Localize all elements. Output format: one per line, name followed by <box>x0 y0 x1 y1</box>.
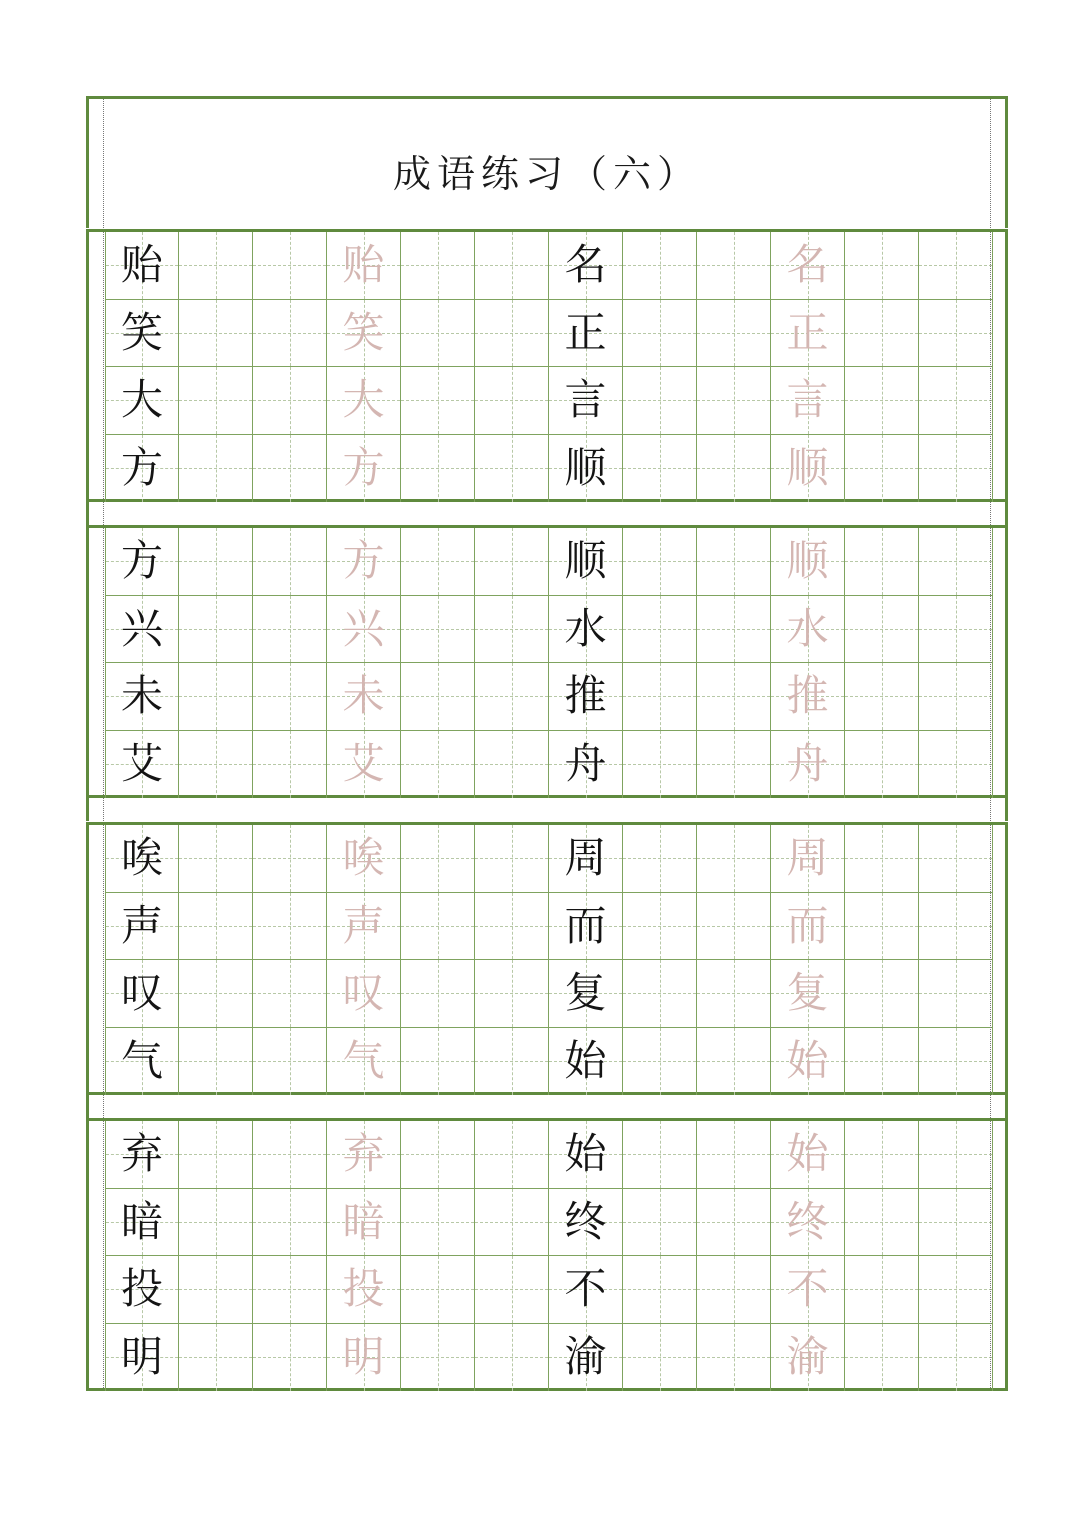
trace-character <box>327 893 401 961</box>
practice-cell <box>401 1189 475 1257</box>
practice-cell <box>179 1256 253 1324</box>
character-glyph: 弃 <box>342 1129 385 1179</box>
practice-cell <box>475 596 549 664</box>
block-separator <box>86 798 1008 821</box>
character-glyph: 不 <box>564 1264 607 1314</box>
character-glyph: 复 <box>564 968 607 1018</box>
practice-cell <box>623 663 697 731</box>
practice-cell <box>253 596 327 664</box>
idiom-block <box>86 229 1008 502</box>
practice-cell <box>697 1189 771 1257</box>
practice-cell <box>845 1256 919 1324</box>
trace-character <box>771 1256 845 1324</box>
practice-cell <box>697 300 771 368</box>
practice-cell <box>697 528 771 596</box>
character-glyph: 笑 <box>342 307 385 357</box>
character-glyph: 名 <box>786 240 829 290</box>
character-glyph: 贻 <box>120 240 163 290</box>
trace-character <box>327 367 401 435</box>
model-character <box>105 825 179 893</box>
trace-character <box>771 367 845 435</box>
practice-cell <box>845 960 919 1028</box>
character-glyph: 明 <box>120 1332 163 1382</box>
character-glyph: 渝 <box>564 1332 607 1382</box>
character-glyph: 贻 <box>342 240 385 290</box>
practice-cell <box>179 367 253 435</box>
practice-cell <box>623 596 697 664</box>
practice-cell <box>623 1324 697 1392</box>
model-character <box>549 1324 623 1392</box>
practice-cell <box>919 731 993 799</box>
character-glyph: 投 <box>120 1264 163 1314</box>
trace-character <box>327 731 401 799</box>
character-glyph: 舟 <box>564 739 607 789</box>
practice-cell <box>697 232 771 300</box>
practice-cell <box>845 1028 919 1096</box>
character-glyph: 顺 <box>786 536 829 586</box>
model-character <box>549 367 623 435</box>
practice-cell <box>475 960 549 1028</box>
model-character <box>105 893 179 961</box>
practice-cell <box>179 435 253 503</box>
practice-cell <box>253 825 327 893</box>
character-glyph: 声 <box>120 900 163 950</box>
practice-cell <box>179 1189 253 1257</box>
character-glyph: 正 <box>564 307 607 357</box>
trace-character <box>327 1028 401 1096</box>
character-glyph: 方 <box>342 443 385 493</box>
practice-cell <box>919 232 993 300</box>
character-glyph: 不 <box>786 1264 829 1314</box>
practice-cell <box>697 1324 771 1392</box>
practice-cell <box>475 1189 549 1257</box>
practice-cell <box>401 367 475 435</box>
practice-cell <box>623 232 697 300</box>
character-glyph: 唉 <box>120 833 163 883</box>
practice-cell <box>623 731 697 799</box>
practice-cell <box>919 596 993 664</box>
practice-cell <box>401 435 475 503</box>
model-character <box>549 825 623 893</box>
trace-character <box>327 1121 401 1189</box>
practice-cell <box>845 367 919 435</box>
practice-cell <box>845 596 919 664</box>
trace-character <box>327 960 401 1028</box>
practice-cell <box>845 232 919 300</box>
character-glyph: 顺 <box>786 443 829 493</box>
practice-cell <box>179 663 253 731</box>
practice-cell <box>179 1324 253 1392</box>
practice-cell <box>697 435 771 503</box>
practice-cell <box>475 232 549 300</box>
page-title: 成语练习（六） <box>392 152 701 196</box>
practice-cell <box>475 893 549 961</box>
trace-character <box>771 232 845 300</box>
model-character <box>549 663 623 731</box>
model-character <box>105 1256 179 1324</box>
practice-cell <box>475 1256 549 1324</box>
model-character <box>549 1189 623 1257</box>
character-glyph: 大 <box>342 375 385 425</box>
practice-cell <box>919 300 993 368</box>
character-glyph: 周 <box>786 833 829 883</box>
character-glyph: 复 <box>786 968 829 1018</box>
practice-cell <box>253 1028 327 1096</box>
practice-cell <box>845 663 919 731</box>
character-glyph: 始 <box>786 1129 829 1179</box>
practice-cell <box>253 893 327 961</box>
model-character <box>549 1256 623 1324</box>
practice-cell <box>845 300 919 368</box>
character-glyph: 气 <box>342 1036 385 1086</box>
practice-cell <box>475 663 549 731</box>
practice-cell <box>697 893 771 961</box>
practice-cell <box>919 663 993 731</box>
character-glyph: 明 <box>342 1332 385 1382</box>
practice-cell <box>919 960 993 1028</box>
practice-cell <box>475 367 549 435</box>
trace-character <box>771 435 845 503</box>
trace-character <box>771 1121 845 1189</box>
trace-character <box>327 528 401 596</box>
practice-cell <box>253 960 327 1028</box>
practice-cell <box>253 528 327 596</box>
practice-cell <box>697 1121 771 1189</box>
block-separator <box>86 1095 1008 1118</box>
practice-cell <box>179 1028 253 1096</box>
character-glyph: 方 <box>120 536 163 586</box>
character-glyph: 终 <box>786 1196 829 1246</box>
trace-character <box>327 435 401 503</box>
character-glyph: 终 <box>564 1196 607 1246</box>
practice-cell <box>623 435 697 503</box>
practice-cell <box>697 731 771 799</box>
practice-cell <box>401 528 475 596</box>
character-glyph: 推 <box>786 671 829 721</box>
practice-cell <box>253 731 327 799</box>
practice-cell <box>253 367 327 435</box>
practice-cell <box>919 1256 993 1324</box>
practice-cell <box>919 435 993 503</box>
idiom-block <box>86 822 1008 1095</box>
model-character <box>105 528 179 596</box>
model-character <box>549 300 623 368</box>
practice-cell <box>845 731 919 799</box>
practice-cell <box>253 1121 327 1189</box>
model-character <box>549 596 623 664</box>
practice-cell <box>623 367 697 435</box>
writing-grid <box>105 528 993 798</box>
model-character <box>549 1121 623 1189</box>
writing-grid <box>105 232 993 502</box>
practice-cell <box>475 1324 549 1392</box>
character-glyph: 而 <box>786 900 829 950</box>
character-glyph: 方 <box>342 536 385 586</box>
trace-character <box>327 1324 401 1392</box>
character-glyph: 而 <box>564 900 607 950</box>
character-glyph: 笑 <box>120 307 163 357</box>
model-character <box>549 232 623 300</box>
practice-cell <box>623 960 697 1028</box>
idiom-block <box>86 1118 1008 1391</box>
practice-cell <box>697 596 771 664</box>
practice-cell <box>401 1256 475 1324</box>
character-glyph: 艾 <box>342 739 385 789</box>
practice-cell <box>401 960 475 1028</box>
model-character <box>549 731 623 799</box>
model-character <box>105 1121 179 1189</box>
practice-cell <box>845 1324 919 1392</box>
trace-character <box>771 893 845 961</box>
model-character <box>549 893 623 961</box>
trace-character <box>771 1028 845 1096</box>
character-glyph: 艾 <box>120 739 163 789</box>
practice-cell <box>919 825 993 893</box>
model-character <box>105 367 179 435</box>
sheet-header <box>86 96 1008 228</box>
model-character <box>105 300 179 368</box>
trace-character <box>327 663 401 731</box>
practice-cell <box>179 300 253 368</box>
practice-cell <box>179 528 253 596</box>
trace-character <box>771 960 845 1028</box>
practice-cell <box>475 435 549 503</box>
practice-cell <box>253 435 327 503</box>
practice-cell <box>623 1189 697 1257</box>
writing-grid <box>105 1121 993 1391</box>
character-glyph: 水 <box>786 603 829 653</box>
practice-cell <box>475 1121 549 1189</box>
practice-cell <box>623 300 697 368</box>
practice-cell <box>475 731 549 799</box>
model-character <box>105 663 179 731</box>
practice-cell <box>179 596 253 664</box>
character-glyph: 言 <box>564 375 607 425</box>
model-character <box>549 435 623 503</box>
practice-cell <box>401 300 475 368</box>
practice-cell <box>845 1189 919 1257</box>
model-character <box>549 960 623 1028</box>
practice-cell <box>253 1256 327 1324</box>
trace-character <box>771 1189 845 1257</box>
trace-character <box>327 825 401 893</box>
practice-cell <box>475 825 549 893</box>
character-glyph: 渝 <box>786 1332 829 1382</box>
model-character <box>105 435 179 503</box>
model-character <box>105 1324 179 1392</box>
practice-cell <box>919 1121 993 1189</box>
practice-cell <box>623 825 697 893</box>
trace-character <box>771 825 845 893</box>
practice-cell <box>623 1256 697 1324</box>
character-glyph: 始 <box>564 1036 607 1086</box>
practice-cell <box>475 528 549 596</box>
practice-cell <box>919 367 993 435</box>
model-character <box>105 1189 179 1257</box>
model-character <box>105 1028 179 1096</box>
model-character <box>549 1028 623 1096</box>
trace-character <box>771 731 845 799</box>
character-glyph: 顺 <box>564 536 607 586</box>
character-glyph: 水 <box>564 603 607 653</box>
practice-cell <box>697 960 771 1028</box>
practice-cell <box>179 825 253 893</box>
practice-cell <box>919 1324 993 1392</box>
practice-cell <box>401 893 475 961</box>
practice-cell <box>253 663 327 731</box>
block-separator <box>86 502 1008 525</box>
character-glyph: 弃 <box>120 1129 163 1179</box>
practice-cell <box>697 367 771 435</box>
character-glyph: 大 <box>120 375 163 425</box>
model-character <box>105 960 179 1028</box>
model-character <box>549 528 623 596</box>
model-character <box>105 596 179 664</box>
idiom-block <box>86 525 1008 798</box>
practice-cell <box>919 893 993 961</box>
character-glyph: 未 <box>120 671 163 721</box>
character-glyph: 兴 <box>120 603 163 653</box>
character-glyph: 兴 <box>342 603 385 653</box>
trace-character <box>771 300 845 368</box>
practice-cell <box>623 528 697 596</box>
trace-character <box>771 1324 845 1392</box>
practice-cell <box>179 893 253 961</box>
practice-cell <box>401 663 475 731</box>
practice-cell <box>253 300 327 368</box>
practice-cell <box>179 960 253 1028</box>
practice-cell <box>179 1121 253 1189</box>
character-glyph: 叹 <box>342 968 385 1018</box>
character-glyph: 正 <box>786 307 829 357</box>
trace-character <box>771 663 845 731</box>
practice-cell <box>401 232 475 300</box>
character-glyph: 始 <box>564 1129 607 1179</box>
practice-cell <box>179 731 253 799</box>
character-glyph: 投 <box>342 1264 385 1314</box>
practice-cell <box>845 893 919 961</box>
practice-cell <box>475 1028 549 1096</box>
practice-cell <box>475 300 549 368</box>
trace-character <box>771 528 845 596</box>
character-glyph: 气 <box>120 1036 163 1086</box>
character-glyph: 舟 <box>786 739 829 789</box>
character-glyph: 方 <box>120 443 163 493</box>
practice-cell <box>253 1189 327 1257</box>
character-glyph: 声 <box>342 900 385 950</box>
trace-character <box>327 300 401 368</box>
practice-cell <box>623 1121 697 1189</box>
practice-cell <box>845 435 919 503</box>
model-character <box>105 232 179 300</box>
character-glyph: 周 <box>564 833 607 883</box>
character-glyph: 始 <box>786 1036 829 1086</box>
practice-cell <box>253 1324 327 1392</box>
practice-cell <box>401 825 475 893</box>
practice-cell <box>253 232 327 300</box>
character-glyph: 名 <box>564 240 607 290</box>
trace-character <box>327 1256 401 1324</box>
character-glyph: 顺 <box>564 443 607 493</box>
practice-cell <box>919 1189 993 1257</box>
practice-cell <box>401 596 475 664</box>
practice-cell <box>401 1121 475 1189</box>
character-glyph: 推 <box>564 671 607 721</box>
character-glyph: 叹 <box>120 968 163 1018</box>
trace-character <box>327 232 401 300</box>
practice-cell <box>697 663 771 731</box>
practice-cell <box>401 731 475 799</box>
character-glyph: 暗 <box>120 1196 163 1246</box>
practice-cell <box>845 1121 919 1189</box>
practice-cell <box>179 232 253 300</box>
practice-cell <box>401 1324 475 1392</box>
writing-grid <box>105 825 993 1095</box>
character-glyph: 未 <box>342 671 385 721</box>
character-glyph: 言 <box>786 375 829 425</box>
trace-character <box>327 596 401 664</box>
practice-cell <box>919 1028 993 1096</box>
practice-cell <box>697 1256 771 1324</box>
model-character <box>105 731 179 799</box>
practice-cell <box>623 1028 697 1096</box>
trace-character <box>771 596 845 664</box>
practice-cell <box>919 528 993 596</box>
practice-cell <box>697 1028 771 1096</box>
character-glyph: 唉 <box>342 833 385 883</box>
practice-cell <box>697 825 771 893</box>
trace-character <box>327 1189 401 1257</box>
practice-cell <box>845 528 919 596</box>
character-glyph: 暗 <box>342 1196 385 1246</box>
practice-cell <box>845 825 919 893</box>
practice-cell <box>623 893 697 961</box>
practice-cell <box>401 1028 475 1096</box>
